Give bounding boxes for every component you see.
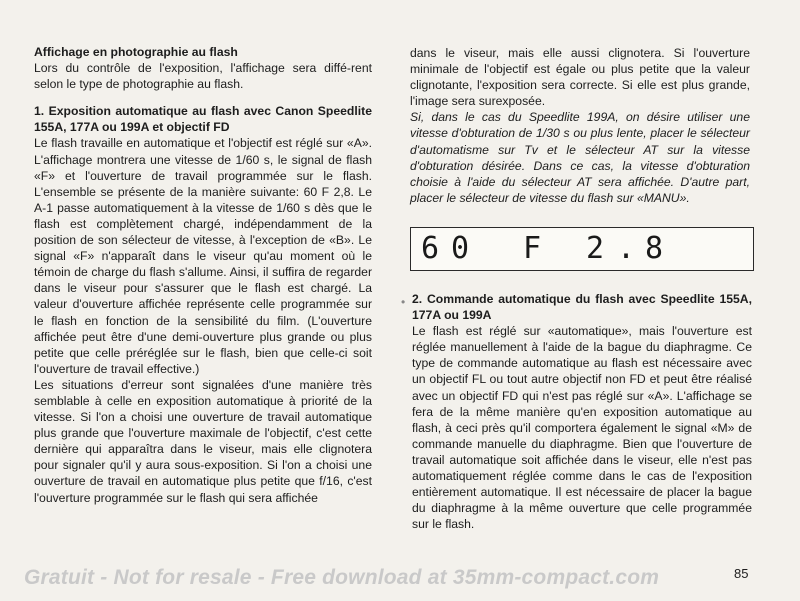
left-column xyxy=(34,44,372,506)
display-decimal-point: . xyxy=(617,231,638,266)
display-digit-2: 0 xyxy=(451,231,472,266)
section-heading: Affichage en photographie au flash xyxy=(34,45,238,59)
display-aperture-digit-2: 8 xyxy=(645,231,666,266)
body-paragraph-1: Le flash travaille en automatique et l'objectif est réglé sur «A». L'affichage montrera une vitesse de 1/60 s, le signal de flash «F» et l'ouverture de travail programmée sur le flash. L'ensemble se présente de la manière suivante: 60 F 2,8. Le A-1 passe automatiquement à la vitesse de 1/60 s dès que le flash est complètement chargé, indépendamment de la position de son sélecteur de vitesse, à l'exception de «B». Le signal «F» n'apparaît dans le viseur qu'au moment où le témoin de charge du flash s'allume. Ainsi, il suffira de regarder dans le viseur pour s'assurer que le flash est chargé. La valeur d'ouverture affichée représente celle programmée sur le flash en fonction de la sensibilité du film. (L'ouverture affichée peut être d'une demi-ouverture plus grande ou plus petite que celle préréglée sur le flash, bien que celle-ci soit l'ouverture de travail effective.) xyxy=(34,136,372,376)
page-number: 85 xyxy=(734,566,749,581)
intro-paragraph: Lors du contrôle de l'exposition, l'affichage sera diffé-rent selon le type de photographie au flash. xyxy=(34,61,372,92)
viewfinder-display xyxy=(410,227,754,271)
subsection-heading-1: 1. Exposition automatique au flash avec Canon Speedlite 155A, 177A ou 199A et objectif FD xyxy=(34,104,372,135)
italic-note: Si, dans le cas du Speedlite 199A, on désire utiliser une vitesse d'obturation de 1/30 s ou plus lente, placer le sélecteur d'automatisme sur Tv et le sélecteur AT sur la vitesse d'obturation désirée. Dans ce cas, la vitesse d'obturation choisie à l'aide du sélecteur AT sera affichée. D'autre part, placer le sélecteur de vitesse du flash sur «MANU». xyxy=(410,110,750,205)
subsection-heading-2: 2. Commande automatique du flash avec Speedlite 155A, 177A ou 199A xyxy=(412,292,752,323)
body-paragraph-3: Le flash est réglé sur «automatique», mais l'ouverture est réglée manuellement à l'aide de la bague du diaphragme. Ce type de commande automatique au flash est nécessaire avec un objectif FL ou tout autre objectif non FD et peut être réalisé avec un objectif FD qui n'est pas réglé sur «A». L'affichage se fera de la même manière qu'en exposition automatique au flash, à ceci près qu'il comportera également le signal «M» de commande manuelle du diaphragme. Bien que l'ouverture de travail automatique soit affichée dans le viseur, elle n'est pas automatiquement réglée comme dans le cas de l'exposition entièrement automatique. Il est nécessaire de placer la bague du diaphragme à la même ouverture que celle programmée sur le flash. xyxy=(412,324,752,532)
right-column xyxy=(410,45,750,206)
watermark: Gratuit - Not for resale - Free download at 35mm-compact.com xyxy=(24,566,660,589)
body-paragraph-2: Les situations d'erreur sont signalées d'une manière très semblable à celle en exposition automatique à priorité de la vitesse. Si l'on a choisi une ouverture de travail automatique plus grande que l'ouverture maximale de l'objectif, c'est cette dernière qui apparaîtra dans le viseur, mais elle clignotera pour signaler qu'il y aura sous-exposition. Si l'on a choisi une ouverture de travail en automatique plus petite que f/16, c'est l'ouverture programmée sur le flash qui sera affichée xyxy=(34,377,372,505)
display-flash-signal: F xyxy=(523,231,544,266)
continued-paragraph: dans le viseur, mais elle aussi clignotera. Si l'ouverture minimale de l'objectif est égale ou plus petite que la valeur clignotante, l'exposition sera correcte. Si elle est plus grande, l'image sera surexposée. xyxy=(410,46,750,109)
display-digit-1: 6 xyxy=(421,231,442,266)
bullet-dot: • xyxy=(401,295,406,309)
section-2 xyxy=(401,291,752,532)
display-aperture-digit-1: 2 xyxy=(586,231,607,266)
